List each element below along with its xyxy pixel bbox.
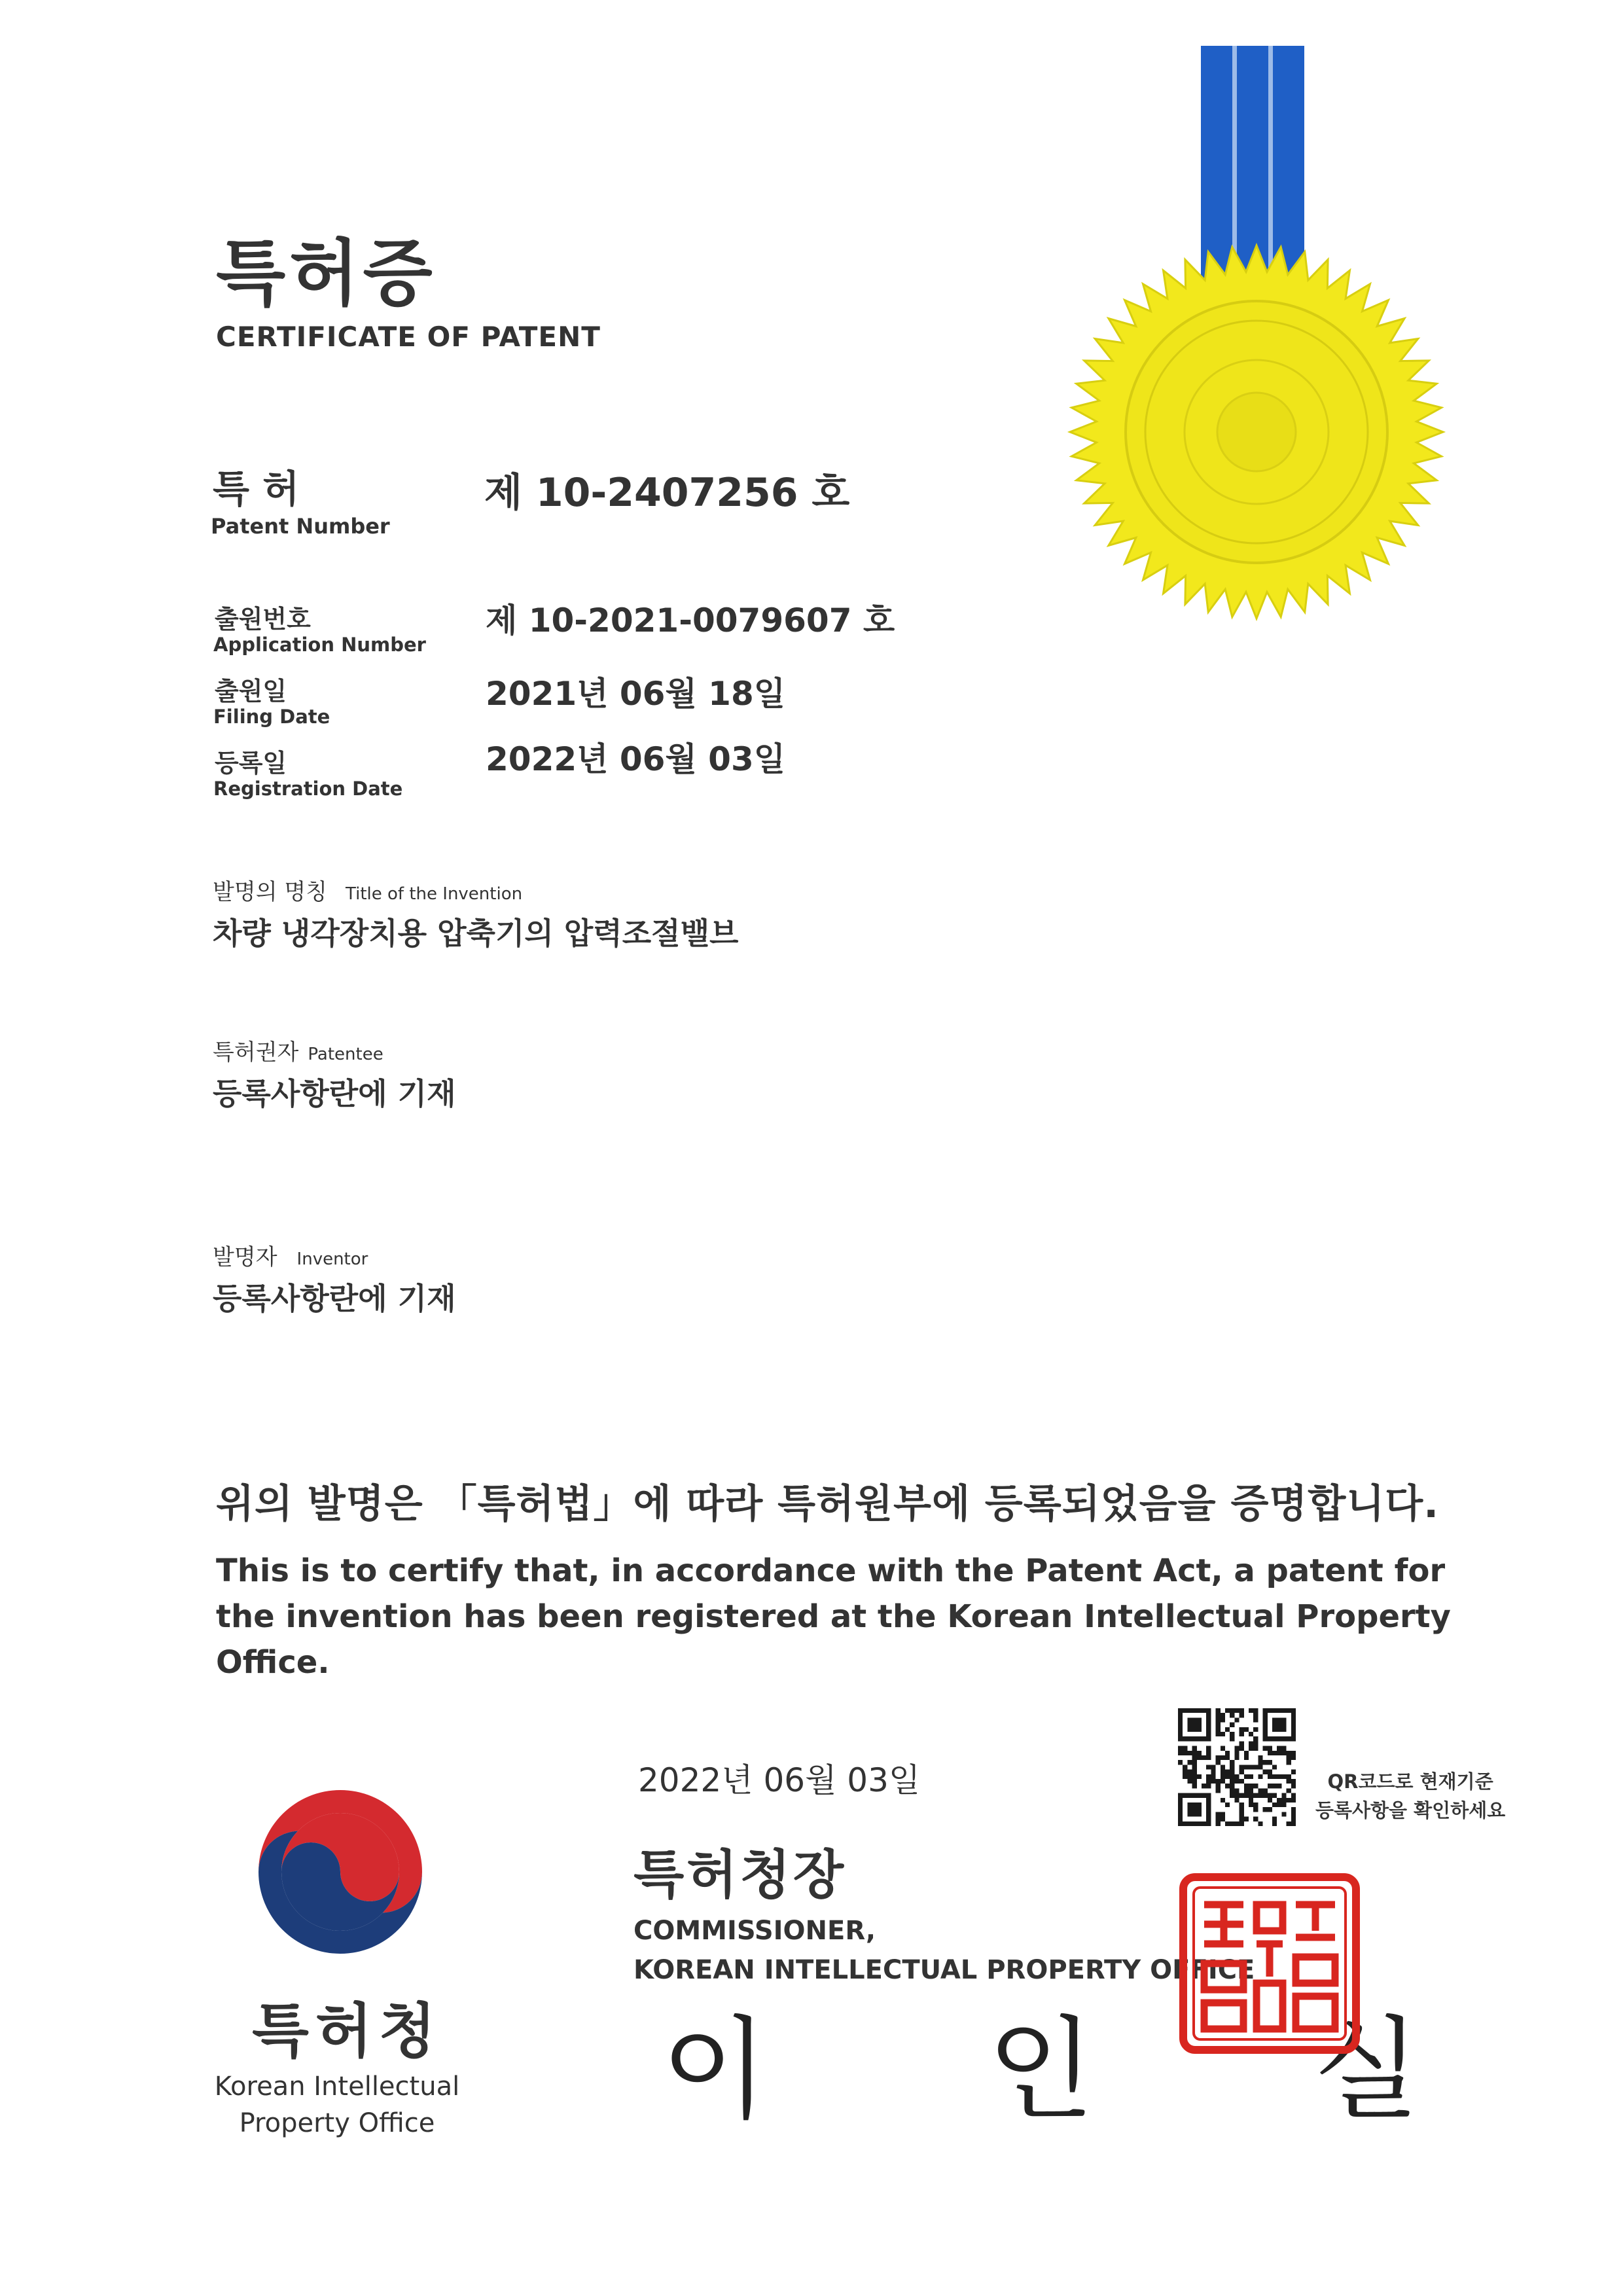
office-name-ko: 특허청	[252, 1997, 442, 2066]
inventor-label	[213, 1239, 368, 1271]
filing-date-value: 2021년 06월 18일	[486, 675, 786, 713]
invention-title-label-en: Title of the Invention	[346, 884, 523, 904]
inventor-label-ko: 발명자	[213, 1244, 277, 1270]
certification-text-ko: 위의 발명은 「특허법」에 따라 특허원부에 등록되었음을 증명합니다.	[216, 1481, 1440, 1527]
registration-date-label: 등록일	[215, 749, 287, 778]
patent-number-label: 특 허	[213, 467, 300, 511]
application-number-value: 제 10-2021-0079607 호	[486, 601, 895, 639]
office-name-en	[196, 2068, 478, 2142]
qr-note-line2: 등록사항을 확인하세요	[1315, 1799, 1506, 1821]
qr-note-line1: QR코드로 현재기준	[1327, 1770, 1493, 1793]
invention-title-label-ko: 발명의 명칭	[213, 879, 328, 905]
issue-date: 2022년 06월 03일	[638, 1761, 921, 1799]
commissioner-title-en	[633, 1911, 1255, 1990]
gold-seal-emblem	[1047, 39, 1466, 628]
patentee-label-ko: 특허권자	[213, 1039, 299, 1066]
qr-code[interactable]	[1178, 1708, 1296, 1826]
commissioner-signature: 이 인 실	[661, 2005, 1512, 2135]
office-name-en-line2: Property Office	[239, 2108, 435, 2138]
commissioner-title-en-line2: KOREAN INTELLECTUAL PROPERTY OFFICE	[633, 1955, 1255, 1985]
inventor-label-en: Inventor	[296, 1249, 368, 1269]
patent-number-label-en: Patent Number	[211, 514, 390, 539]
patentee-value: 등록사항란에 기재	[213, 1076, 456, 1111]
patentee-label	[213, 1034, 383, 1066]
application-number-label-en: Application Number	[213, 634, 426, 656]
filing-date-label: 출원일	[215, 677, 287, 706]
qr-note	[1315, 1767, 1505, 1825]
application-number-label: 출원번호	[215, 605, 311, 634]
official-red-stamp	[1178, 1872, 1361, 2055]
office-name-en-line1: Korean Intellectual	[214, 2072, 460, 2102]
patent-number-value: 제 10-2407256 호	[484, 470, 850, 516]
registration-date-label-en: Registration Date	[213, 778, 403, 800]
kipo-taegeuk-logo	[249, 1780, 432, 1964]
page-subtitle: CERTIFICATE OF PATENT	[216, 321, 601, 353]
page-title: 특허증	[216, 232, 437, 315]
patentee-label-en: Patentee	[308, 1045, 383, 1064]
registration-date-value: 2022년 06월 03일	[486, 740, 786, 778]
commissioner-title-en-line1: COMMISSIONER,	[633, 1916, 876, 1946]
invention-title-value: 차량 냉각장치용 압축기의 압력조절밸브	[213, 916, 739, 951]
invention-title-label	[213, 874, 522, 906]
filing-date-label-en: Filing Date	[213, 706, 330, 728]
certification-text-en: This is to certify that, in accordance with the Patent Act, a patent for the invention has been registered at the Korean Intellectual Property Office.	[216, 1552, 1451, 1681]
inventor-value: 등록사항란에 기재	[213, 1281, 456, 1316]
commissioner-title-ko: 특허청장	[633, 1844, 847, 1905]
